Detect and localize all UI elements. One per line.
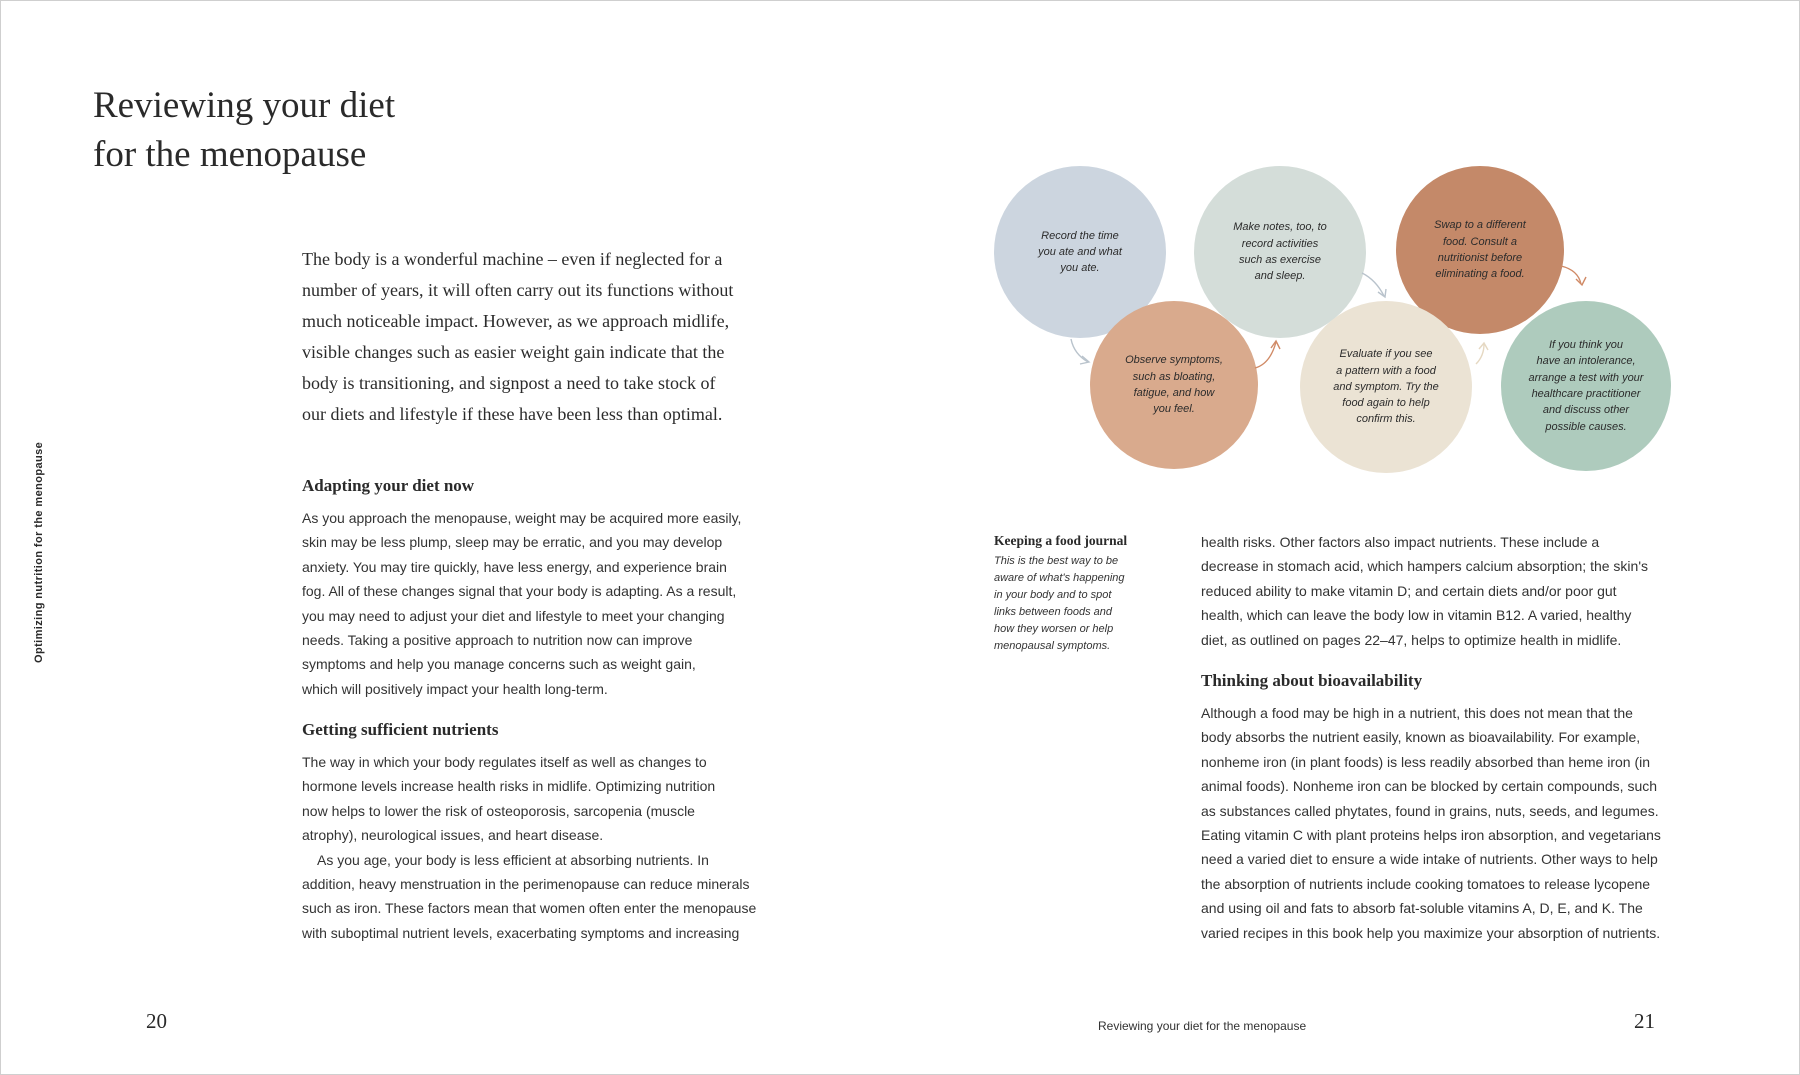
body-line: body absorbs the nutrient easily, known as bioavailability. For example, <box>1201 729 1641 746</box>
step-line: Swap to a different <box>1434 219 1526 232</box>
body-line: symptoms and help you manage concerns such as weight gain, <box>302 656 696 673</box>
intro-line: much noticeable impact. However, as we approach midlife, <box>302 311 730 331</box>
caption-title: Keeping a food journal <box>994 533 1128 548</box>
adapting-body <box>302 506 741 701</box>
caption-line: menopausal symptoms. <box>994 640 1111 652</box>
body-line: diet, as outlined on pages 22–47, helps to optimize health in midlife. <box>1201 631 1622 648</box>
continued-body <box>1201 530 1648 652</box>
step-line: possible causes. <box>1545 420 1627 433</box>
chapter-side-label: Optimizing nutrition for the menopause <box>33 441 45 663</box>
step-line: such as bloating, <box>1132 370 1216 383</box>
step-line: have an intolerance, <box>1536 355 1636 368</box>
bioavailability-body <box>1201 701 1661 945</box>
step-line: and discuss other <box>1542 404 1630 417</box>
body-line: health risks. Other factors also impact nutrients. These include a <box>1201 534 1600 550</box>
step-line: healthcare practitioner <box>1531 388 1641 400</box>
body-line: atrophy), neurological issues, and heart disease. <box>302 827 604 844</box>
arrow-swap-to-test <box>1561 266 1586 285</box>
flow-arrows <box>976 156 1696 476</box>
body-line: now helps to lower the risk of osteoporosis, sarcopenia (muscle <box>302 802 695 819</box>
body-line: anxiety. You may tire quickly, have less energy, and experience brain <box>302 558 727 575</box>
body-line: decrease in stomach acid, which hampers calcium absorption; the skin's <box>1201 558 1648 575</box>
step-line: fatigue, and how <box>1133 387 1215 399</box>
body-line: you may need to adjust your diet and lifestyle to meet your changing <box>302 607 725 624</box>
nutrients-body <box>302 750 756 945</box>
step-line: food again to help <box>1342 397 1430 410</box>
body-line: The way in which your body regulates itself as well as changes to <box>302 754 707 770</box>
caption-line: aware of what's happening <box>994 572 1125 584</box>
page-number-left: 20 <box>146 1009 167 1033</box>
arrow-evaluate-to-swap <box>1476 343 1488 364</box>
step-line: such as exercise <box>1239 254 1321 266</box>
body-line: addition, heavy menstruation in the perimenopause can reduce minerals <box>302 876 750 893</box>
body-line: animal foods). Nonheme iron can be blocked by certain compounds, such <box>1201 778 1658 795</box>
body-line: nonheme iron (in plant foods) is less readily absorbed than heme iron (in <box>1201 753 1651 770</box>
step-line: you ate and what <box>1038 245 1122 258</box>
body-line: as substances called phytates, found in grains, nuts, seeds, and legumes. <box>1201 802 1659 819</box>
page-title <box>93 81 395 179</box>
adapting-heading: Adapting your diet now <box>302 476 475 495</box>
step-line: If you think you <box>1548 339 1623 352</box>
body-line: As you age, your body is less efficient at absorbing nutrients. In <box>317 851 709 868</box>
body-line: such as iron. These factors mean that women often enter the menopause <box>302 900 757 917</box>
step-line: arrange a test with your <box>1528 371 1644 384</box>
intro-line: number of years, it will often carry out its functions without <box>302 280 734 300</box>
step-line: record activities <box>1241 237 1319 250</box>
step-line: and sleep. <box>1254 270 1306 283</box>
caption-line: This is the best way to be <box>994 555 1119 567</box>
arrow-record-to-observe <box>1071 339 1089 364</box>
title-line: for the menopause <box>93 134 367 175</box>
body-line: which will positively impact your health long-term. <box>302 680 608 697</box>
diagram-caption <box>994 533 1159 655</box>
body-line: reduced ability to make vitamin D; and certain diets and/or poor gut <box>1201 582 1617 599</box>
caption-line: links between foods and <box>994 606 1113 618</box>
intro-line: our diets and lifestyle if these have been less than optimal. <box>302 404 723 424</box>
step-line: you feel. <box>1153 403 1195 416</box>
body-line: need a varied diet to ensure a wide intake of nutrients. Other ways to help <box>1201 851 1658 868</box>
intro-line: body is transitioning, and signpost a need to take stock of <box>302 373 716 393</box>
caption-line: how they worsen or help <box>994 623 1114 635</box>
bioavailability-heading: Thinking about bioavailability <box>1201 671 1423 690</box>
body-line: health, which can leave the body low in vitamin B12. A varied, healthy <box>1201 607 1632 624</box>
step-line: food. Consult a <box>1442 235 1517 248</box>
body-line: needs. Taking a positive approach to nutrition now can improve <box>302 632 693 649</box>
step-line: you ate. <box>1060 262 1100 275</box>
body-line: fog. All of these changes signal that your body is adapting. As a result, <box>302 583 737 600</box>
step-line: confirm this. <box>1356 413 1416 426</box>
step-line: eliminating a food. <box>1435 268 1525 281</box>
arrow-notes-to-evaluate <box>1362 273 1386 297</box>
step-line: a pattern with a food <box>1336 364 1436 377</box>
intro-line: visible changes such as easier weight gain indicate that the <box>302 342 725 362</box>
body-line: skin may be less plump, sleep may be erratic, and you may develop <box>302 534 723 551</box>
step-line: Evaluate if you see <box>1339 348 1433 361</box>
running-head: Reviewing your diet for the menopause <box>1098 1019 1307 1033</box>
body-line: with suboptimal nutrient levels, exacerbating symptoms and increasing <box>302 924 740 941</box>
caption-body <box>994 553 1159 655</box>
title-line: Reviewing your diet <box>93 85 396 126</box>
step-line: nutritionist before <box>1437 252 1523 264</box>
body-line: the absorption of nutrients include cooking tomatoes to release lycopene <box>1201 875 1651 892</box>
body-line: varied recipes in this book help you maximize your absorption of nutrients. <box>1201 924 1661 941</box>
body-line: hormone levels increase health risks in midlife. Optimizing nutrition <box>302 778 716 795</box>
step-line: Record the time <box>1041 229 1119 242</box>
body-line: Eating vitamin C with plant proteins helps iron absorption, and vegetarians <box>1201 827 1661 844</box>
nutrients-heading: Getting sufficient nutrients <box>302 720 499 739</box>
step-line: Observe symptoms, <box>1125 354 1223 367</box>
arrow-observe-to-notes <box>1255 341 1280 368</box>
page-number-right: 21 <box>1634 1009 1655 1033</box>
step-line: and symptom. Try the <box>1333 380 1439 393</box>
intro-paragraph <box>302 244 802 430</box>
body-line: As you approach the menopause, weight may be acquired more easily, <box>302 510 742 526</box>
food-journal-diagram <box>976 156 1696 476</box>
body-line: and using oil and fats to absorb fat-soluble vitamins A, D, E, and K. The <box>1201 900 1643 917</box>
body-line: Although a food may be high in a nutrient, this does not mean that the <box>1201 705 1633 721</box>
intro-line: The body is a wonderful machine – even if neglected for a <box>302 249 723 269</box>
step-line: Make notes, too, to <box>1233 221 1327 234</box>
caption-line: in your body and to spot <box>994 589 1112 601</box>
